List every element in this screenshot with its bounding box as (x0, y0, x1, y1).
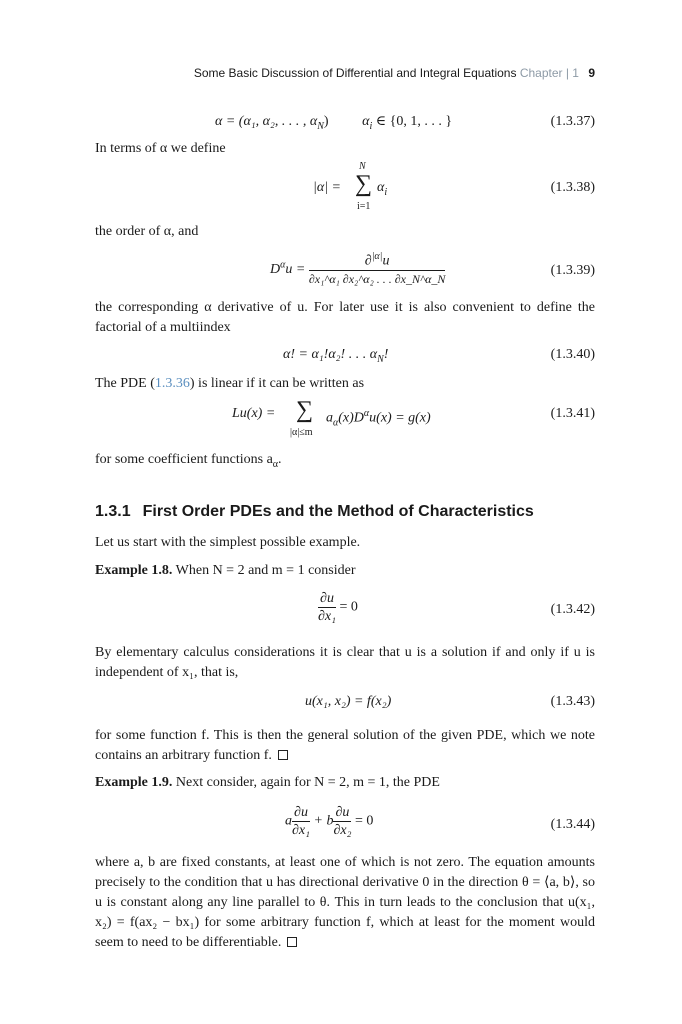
equation-number-1-3-41: (1.3.41) (550, 406, 595, 421)
example-1-8: Example 1.8. When N = 2 and m = 1 consider (95, 563, 356, 578)
equation-number-1-3-43: (1.3.43) (550, 694, 595, 709)
equation-1-3-37: α = (α₁, α₂, . . . , $\alpha_N$) $\alpha_i$ ∈ {0, 1, . . . } (215, 114, 453, 132)
equation-1-3-42: $\frac{\partial u}{\text{∂x₁}}$ = 0 (318, 591, 358, 624)
equation-number-1-3-39: (1.3.39) (550, 263, 595, 278)
example-1-9: Example 1.9. Next consider, again for N = 2, m = 1, the PDE (95, 775, 440, 790)
running-header (194, 66, 595, 80)
text-general-solution: for some function f. This is then the general solution of the given PDE, which we note contains an arbitrary function f. (95, 728, 595, 763)
equation-number-1-3-44: (1.3.44) (550, 817, 595, 832)
page: Some Basic Discussion of Differential and Integral Equations Chapter | 1 9 α = (α₁, α₂, . . . , $\alpha_N$) $\alpha_i$ ∈ {0, 1, . . . } (1.3.37) In terms of α we define |α| = N ∑ i=1 $\alpha_i$ (1.3.38) the order of α, and $D^\alpha u$ = $\frac{\partial^{|\alpha|}u}{\text{∂x₁\textasciicircum{}α₁ ∂x₂\textasciicircum{}α₂ . . . ∂x\_N\textasciicircum{}α\_N}}$ (1.3.39) the corresponding α derivative of u. For later use it is also convenient to define the factorial of a multiindex α! = α₁!α₂! . . . $\alpha_N$! (1.3.40) The PDE (1.3.36) is linear if it can be written as Lu(x) = ∑ |α|≤m $a_\alpha(x)D^\alpha u(x) = g(x)$ (1.3.41) for some coefficient functions $a_\alpha$. 1.3.1 First Order PDEs and the Method of Characteristics Let us start with the simplest possible example. Example 1.8. When N = 2 and m = 1 consider $\frac{\partial u}{\text{∂x₁}}$ = 0 (1.3.42) By elementary calculus considerations it is clear that u is a solution if and only if u is independent of x₁, that is, u(x₁, x₂) = f(x₂) (1.3.43) for some function f. This is then the general solution of the given PDE, which we note contains an arbitrary function f. Example 1.9. Next consider, again for N = 2, m = 1, the PDE a $\frac{\partial u}{\text{∂x₁}}$ + b $\frac{\partial u}{\text{∂x₂}}$ = 0 (1.3.44) where a, b are fixed constants, at least one of which is not zero. The equation amounts precisely to the condition that u has directional derivative 0 in the direction θ = ⟨a, b⟩, so u is constant along any line parallel to θ. This in turn leads to the conclusion that u(x₁, x₂) = f(ax₂ − bx₁) for some arbitrary function f, which at least for the moment would seem to need to be differentiable. (0, 0, 682, 1024)
text-corresponding: the corresponding α derivative of u. For later use it is also convenient to define the factorial of a multiindex (95, 300, 595, 335)
equation-1-3-44: a $\frac{\partial u}{\text{∂x₁}}$ + b $\frac{\partial u}{\text{∂x₂}}$ = 0 (285, 805, 374, 838)
text-coefficient: for some coefficient functions $a_\alpha$. (95, 452, 282, 470)
example-1-8-label: Example 1.8. (95, 563, 173, 578)
text-final-paragraph: where a, b are fixed constants, at least one of which is not zero. The equation amounts precisely to the condition that u has directional derivative 0 in the direction θ = ⟨a, b⟩, so u is constant along any line parallel to θ. This in turn leads to the conclusion that u(x₁, x₂) = f(ax₂ − bx₁) for some arbitrary function f, which at least for the moment would seem to need to be differentiable. (95, 855, 595, 950)
chapter-label: Chapter | 1 (519, 66, 579, 80)
text-intro: Let us start with the simplest possible example. (95, 535, 361, 550)
equation-1-3-40: α! = α₁!α₂! . . . $\alpha_N$! (283, 347, 389, 365)
text-order: the order of α, and (95, 224, 199, 239)
qed-box-icon (287, 937, 297, 947)
equation-number-1-3-38: (1.3.38) (550, 180, 595, 195)
text-pde-linear: The PDE (1.3.36) is linear if it can be written as (95, 376, 365, 391)
equation-number-1-3-40: (1.3.40) (550, 347, 595, 362)
page-number: 9 (588, 66, 595, 80)
equation-number-1-3-37: (1.3.37) (550, 114, 595, 129)
equation-ref-1-3-36[interactable]: 1.3.36 (154, 376, 190, 391)
example-1-9-label: Example 1.9. (95, 775, 173, 790)
text-in-terms: In terms of α we define (95, 141, 226, 156)
equation-1-3-39: $D^\alpha u$ = $\frac{\partial^{|\alpha|}u}{\text{∂x₁\textasciicircum{}α₁ ∂x₂\textasciicircum{}α₂ . . . ∂x\_N\textasciicircum{}α\_N}}$ (270, 248, 445, 288)
section-heading (95, 503, 534, 521)
qed-box-icon (278, 750, 288, 760)
section-title: First Order PDEs and the Method of Characteristics (142, 503, 534, 520)
equation-number-1-3-42: (1.3.42) (550, 602, 595, 617)
equation-1-3-43: u(x₁, x₂) = f(x₂) (305, 694, 392, 709)
text-elementary-calculus: By elementary calculus considerations it is clear that u is a solution if and only if u is independent of x₁, that is, (95, 645, 595, 680)
running-title: Some Basic Discussion of Differential and Integral Equations (193, 66, 517, 80)
section-number: 1.3.1 (95, 503, 131, 520)
